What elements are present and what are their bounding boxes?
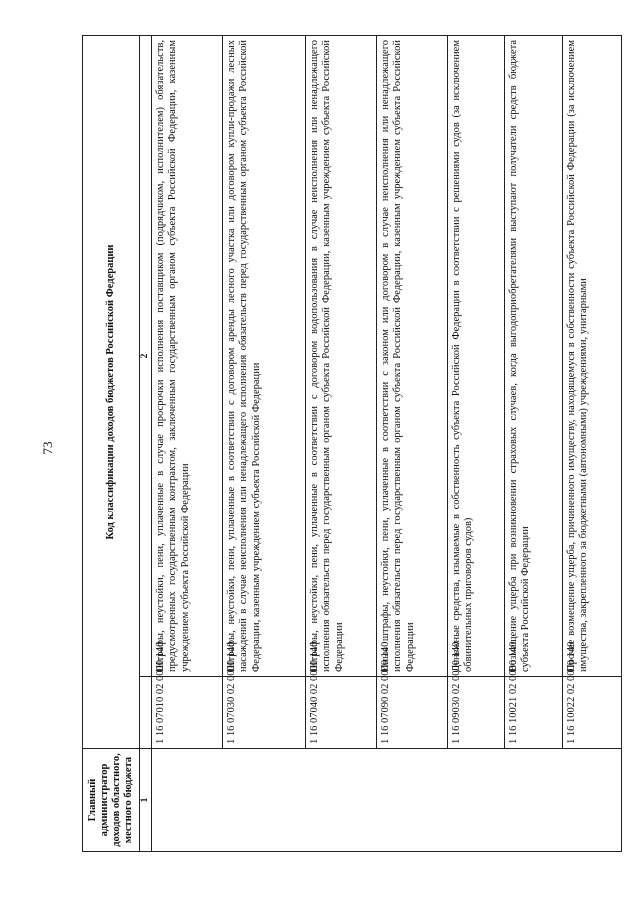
header-administrator: Главный администратор доходов областного, местного бюджета [83, 749, 140, 852]
income-name-cell: Штрафы, неустойки, пени, уплаченные в соответствии с договором аренды лесного участка или договором купли-продажи лесных насаждений в случае неисполнения или ненадлежащего исполнения обязательств перед государственным органом субъекта Российской Федерации, казенным учреждением субъекта Российской Федерации [223, 36, 306, 677]
income-classification-table [82, 35, 622, 852]
administrator-cell [152, 749, 622, 852]
column-number-row [140, 36, 152, 852]
header-income-code: Код классификации доходов бюджетов Российской Федерации [83, 36, 140, 749]
income-code-cell: 1 16 10021 02 0000 140 [505, 677, 563, 749]
column-number-1: 1 [140, 749, 152, 852]
rotated-table-region [82, 36, 602, 852]
income-code-cell: 1 16 07090 02 0000 140 [377, 677, 448, 749]
income-code-cell: 1 16 07010 02 0000 140 [152, 677, 223, 749]
income-code-cell: 1 16 10022 02 0000 140 [563, 677, 622, 749]
table-header-row [83, 36, 140, 852]
column-number-3: 2 [140, 36, 152, 677]
table-row [377, 36, 448, 852]
income-name-cell: Штрафы, неустойки, пени, уплаченные в случае просрочки исполнения поставщиком (подрядчиком, исполнителем) обязательств, предусмотренных государственным контрактом, заключенным государственным органом субъекта Российской Федерации, казенным учреждением субъекта Российской Федерации [152, 36, 223, 677]
income-name-cell: Иные штрафы, неустойки, пени, уплаченные в соответствии с законом или договором в случае неисполнения или ненадлежащего исполнения обязательств перед государственным органом субъекта Российской Федерации, казенным учреждением субъекта Российской Федерации [377, 36, 448, 677]
table-row [223, 36, 306, 852]
table-row [448, 36, 505, 852]
page-number: 73 [40, 441, 55, 455]
income-name-cell: Возмещение ущерба при возникновении страховых случаев, когда выгодоприобретателями выступают получатели средств бюджета субъекта Российской Федерации [505, 36, 563, 677]
table-row [563, 36, 622, 852]
income-code-cell: 1 16 07040 02 0000 140 [306, 677, 377, 749]
table-row [152, 36, 223, 852]
income-code-cell: 1 16 07030 02 0000 140 [223, 677, 306, 749]
table-row [306, 36, 377, 852]
income-name-cell: Прочее возмещение ущерба, причиненного имуществу, находящемуся в собственности субъекта Российской Федерации (за исключением имущества, закрепленного за бюджетными (автономными) учреждениями, унитарными [563, 36, 622, 677]
income-code-cell: 1 16 09030 02 0000 140 [448, 677, 505, 749]
income-name-cell: Денежные средства, изымаемые в собственность субъекта Российской Федерации в соответствии с решениями судов (за исключением обвинительных приговоров судов) [448, 36, 505, 677]
table-row [505, 36, 563, 852]
income-name-cell: Штрафы, неустойки, пени, уплаченные в соответствии с договором водопользования в случае неисполнения или ненадлежащего исполнения обязательств перед государственным органом субъекта Российской Федерации, казенным учреждением субъекта Российской Федерации [306, 36, 377, 677]
column-number-2 [140, 677, 152, 749]
